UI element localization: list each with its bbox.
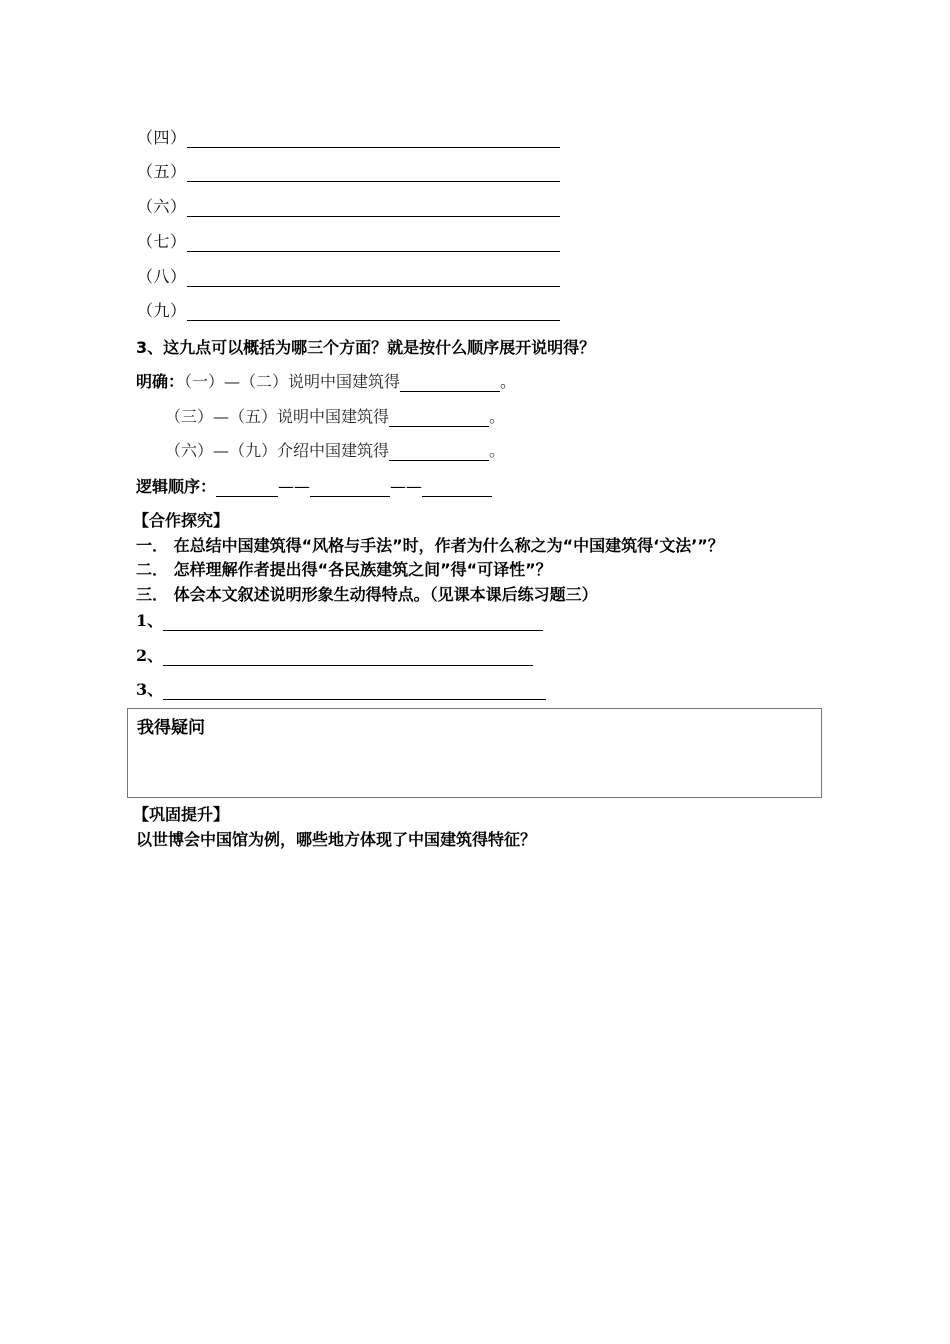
- answer-blank[interactable]: [187, 302, 560, 321]
- answer-blank[interactable]: [187, 198, 560, 217]
- cooperation-heading: 【合作探究】: [133, 511, 230, 530]
- cooperation-blank-3: [136, 677, 546, 700]
- order-blank-2[interactable]: [310, 478, 390, 497]
- cooperation-question-1: 一． 在总结中国建筑得“风格与手法”时，作者为什么称之为“中国建筑得‘文法’”？: [136, 536, 724, 555]
- answer-line-3: [165, 438, 505, 461]
- consolidate-question: 以世博会中国馆为例，哪些地方体现了中国建筑得特征？: [136, 830, 537, 849]
- answer-blank[interactable]: [163, 612, 543, 631]
- fill-row-5: [137, 159, 560, 183]
- logic-order-label: 逻辑顺序：: [136, 477, 217, 496]
- order-blank-3[interactable]: [422, 478, 492, 497]
- answer-prefix: 明确：: [136, 372, 185, 391]
- fill-row-9: [137, 298, 560, 322]
- answer-blank[interactable]: [389, 442, 489, 461]
- answer-blank[interactable]: [187, 129, 560, 148]
- answer-blank[interactable]: [163, 647, 533, 666]
- fill-row-label: （九）: [137, 301, 187, 320]
- answer-text: （三）—（五）说明中国建筑得: [165, 407, 390, 426]
- blank-label: 1、: [136, 611, 164, 630]
- consolidate-heading: 【巩固提升】: [133, 805, 230, 824]
- answer-line-2: [165, 404, 505, 427]
- answer-blank[interactable]: [187, 268, 560, 287]
- cooperation-question-3: 三． 体会本文叙述说明形象生动得特点。（见课本课后练习题三）: [136, 585, 598, 604]
- fill-row-label: （八）: [137, 267, 187, 286]
- cooperation-question-2: 二． 怎样理解作者提出得“各民族建筑之间”得“可译性”？: [136, 560, 552, 579]
- period: 。: [500, 372, 517, 391]
- fill-row-label: （五）: [137, 162, 187, 181]
- answer-blank[interactable]: [389, 408, 489, 427]
- order-blank-1[interactable]: [216, 478, 278, 497]
- fill-row-7: [137, 229, 560, 253]
- fill-row-label: （六）: [137, 197, 187, 216]
- cooperation-blank-2: [136, 643, 533, 666]
- logic-order-line: [136, 474, 492, 497]
- period: 。: [489, 441, 506, 460]
- fill-row-label: （四）: [137, 128, 187, 147]
- answer-line-1: [136, 369, 516, 392]
- dash: ——: [278, 477, 311, 496]
- answer-text: （一）—（二）说明中国建筑得: [184, 372, 401, 391]
- answer-blank[interactable]: [163, 681, 546, 700]
- cooperation-blank-1: [136, 608, 543, 631]
- blank-label: 3、: [136, 680, 164, 699]
- answer-blank[interactable]: [400, 373, 500, 392]
- question-3: 3、这九点可以概括为哪三个方面？就是按什么顺序展开说明得？: [136, 338, 596, 357]
- answer-blank[interactable]: [187, 233, 560, 252]
- answer-blank[interactable]: [187, 163, 560, 182]
- fill-row-6: [137, 194, 560, 218]
- blank-label: 2、: [136, 646, 164, 665]
- dash: ——: [390, 477, 423, 496]
- fill-row-label: （七）: [137, 232, 187, 251]
- my-questions-title: 我得疑问: [137, 718, 205, 738]
- my-questions-box[interactable]: [127, 708, 822, 798]
- period: 。: [489, 407, 506, 426]
- answer-text: （六）—（九）介绍中国建筑得: [165, 441, 390, 460]
- fill-row-4: [137, 125, 560, 149]
- fill-row-8: [137, 264, 560, 288]
